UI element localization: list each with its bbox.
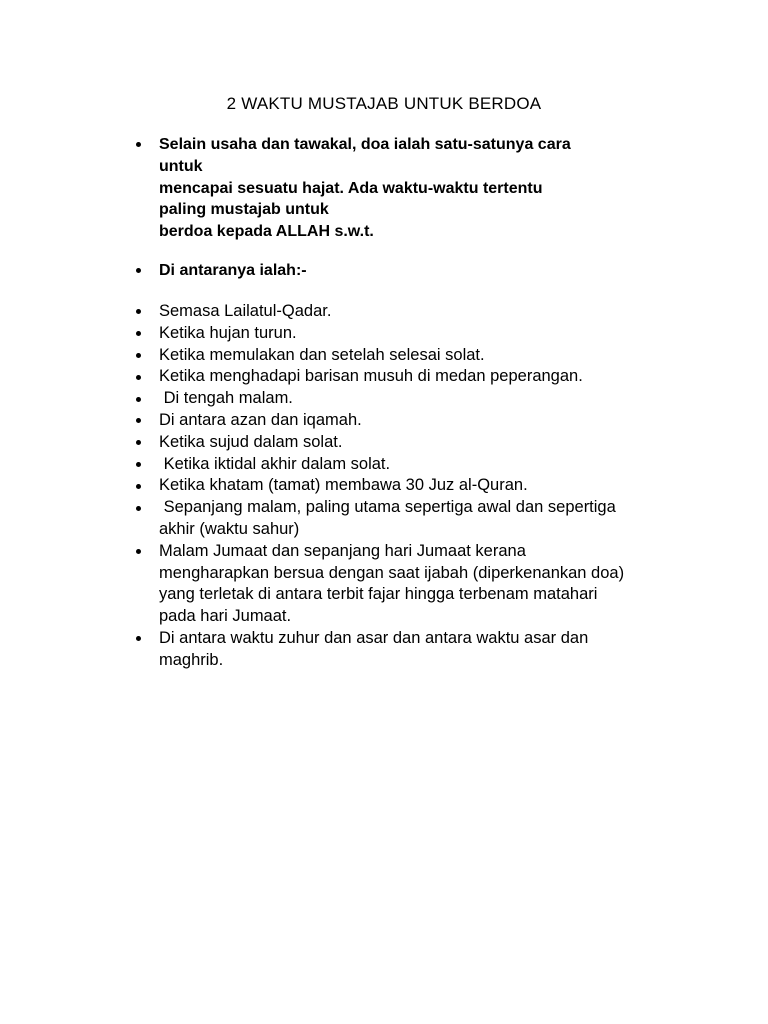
intro-text-line: Selain usaha dan tawakal, doa ialah satu-satunya cara [159,136,571,153]
list-item-text: Di antara azan dan iqamah. [159,410,362,429]
bullet-icon [136,462,141,467]
bullet-icon [136,440,141,445]
list-item-text: Ketika iktidal akhir dalam solat. [159,454,391,473]
list-item-text: Sepanjang malam, paling utama sepertiga awal dan sepertiga [159,498,616,517]
bullet-icon [136,506,141,511]
bullet-icon [136,268,141,273]
list-item-text: Ketika khatam (tamat) membawa 30 Juz al-Quran. [159,476,528,495]
bullet-icon [136,142,141,147]
list-item-text: pada hari Jumaat. [159,607,292,626]
bullet-icon [136,309,141,314]
list-item [159,301,624,323]
list-item-text: akhir (waktu sahur) [159,519,300,538]
list-item [159,323,624,345]
list-item-text: yang terletak di antara terbit fajar hingga terbenam matahari [159,585,598,604]
bullet-icon [136,375,141,380]
intro-text-line: berdoa kepada ALLAH s.w.t. [159,223,374,240]
bullet-icon [136,636,141,641]
list-item [159,410,624,432]
bullet-icon [136,397,141,402]
list-item [159,541,624,628]
list-item-text: maghrib. [159,650,224,669]
list-item-text: Di antara waktu zuhur dan asar dan antara waktu asar dan [159,628,589,647]
list-item [159,388,624,410]
list-item-text: Ketika sujud dalam solat. [159,432,343,451]
list-item [159,345,624,367]
list-item-text: Ketika menghadapi barisan musuh di medan peperangan. [159,367,583,386]
bullet-icon [136,331,141,336]
list-item-text: Semasa Lailatul-Qadar. [159,302,332,320]
intro-text-line: paling mustajab untuk [159,201,329,219]
list-item-text: Ketika hujan turun. [159,323,297,342]
list-item-text: Di tengah malam. [159,389,293,408]
intro-text-line: Di antaranya ialah:- [159,262,307,279]
list-item [159,628,624,672]
intro-text-line: untuk [159,157,203,175]
intro-item [159,134,571,243]
list-item [159,366,624,388]
intro-item [159,260,307,282]
list-item [159,432,624,454]
list-item-text: Malam Jumaat dan sepanjang hari Jumaat kerana [159,541,526,560]
list-item [159,454,624,476]
bullet-icon [136,418,141,423]
list-item-text: Ketika memulakan dan setelah selesai solat. [159,345,485,364]
bullet-icon [136,353,141,358]
bullet-icon [136,484,141,489]
page-title: 2 WAKTU MUSTAJAB UNTUK BERDOA [226,94,542,113]
bullet-icon [136,549,141,554]
times-list [159,301,624,672]
list-item-text: mengharapkan bersua dengan saat ijabah (diperkenankan doa) [159,563,625,582]
list-item [159,497,624,541]
intro-text-line: mencapai sesuatu hajat. Ada waktu-waktu tertentu [159,179,543,197]
list-item [159,475,624,497]
